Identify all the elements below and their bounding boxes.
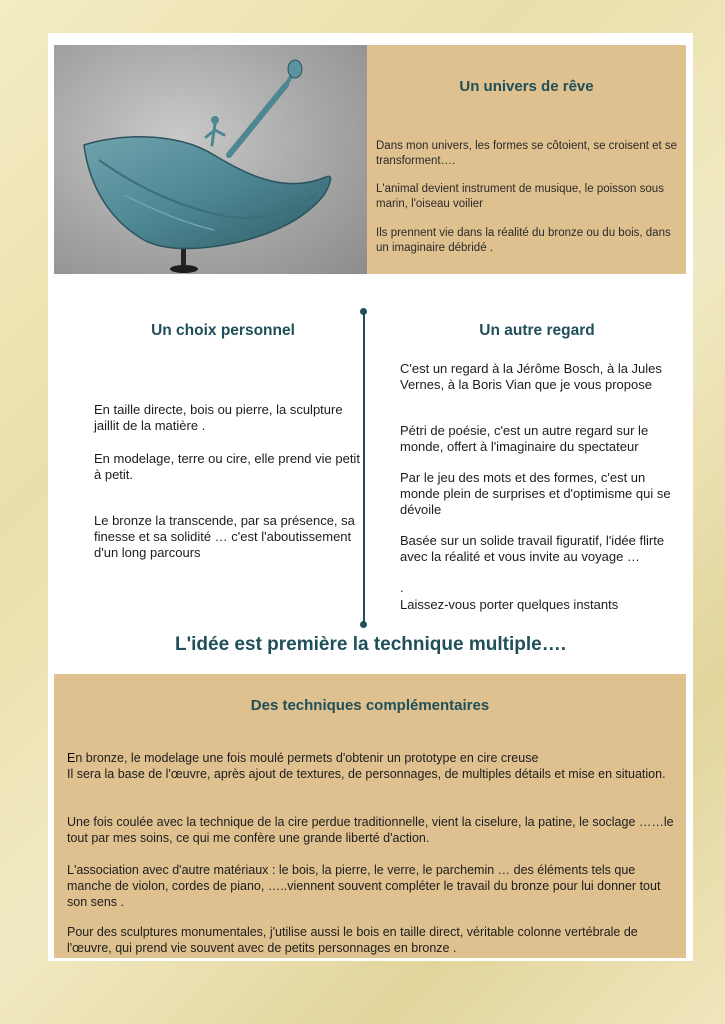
dream-universe-paragraph-2: L'animal devient instrument de musique, le poisson sous marin, l'oiseau voilier bbox=[376, 183, 664, 210]
dream-universe-paragraph-1: Dans mon univers, les formes se côtoient, se croisent et se transforment…. bbox=[376, 140, 678, 167]
personal-choice-paragraph-3: Le bronze la transcende, par sa présence, sa finesse et sa solidité … c'est l'aboutissement d'un long parcours bbox=[94, 513, 355, 560]
dream-universe-paragraph-3: Ils prennent vie dans la réalité du bronze ou du bois, dans un imaginaire débridé . bbox=[376, 227, 671, 254]
another-view-paragraph-2: Pétri de poésie, c'est un autre regard sur le monde, offert à l'imaginaire du spectateur bbox=[400, 423, 649, 454]
personal-choice-title: Un choix personnel bbox=[151, 322, 295, 339]
sculpture-photo bbox=[54, 45, 367, 274]
techniques-paragraph-1-text: n bronze, le modelage une fois moulé permets d'obtenir un prototype en cire creuse bbox=[75, 751, 539, 765]
another-view-paragraph-1: C'est un regard à la Jérôme Bosch, à la Jules Vernes, à la Boris Vian que je vous propose bbox=[400, 361, 662, 392]
main-headline: L'idée est première la technique multiple…. bbox=[175, 634, 566, 655]
techniques-box bbox=[54, 674, 686, 958]
another-view-dot-line: . bbox=[400, 580, 404, 595]
another-view-paragraph-5: Laissez-vous porter quelques instants bbox=[400, 597, 619, 612]
personal-choice-paragraph-1: En taille directe, bois ou pierre, la sculpture jaillit de la matière . bbox=[94, 402, 343, 433]
another-view-title: Un autre regard bbox=[479, 322, 595, 339]
techniques-paragraph-1b: Il sera la base de l'œuvre, après ajout de textures, de personnages, de multiples détails et mise en situation. bbox=[67, 767, 666, 781]
techniques-paragraph-2: Une fois coulée avec la technique de la cire perdue traditionnelle, vient la ciselure, la patine, le soclage ……le tout par mes soins, ce qui me confère une grande liberté d'action. bbox=[67, 815, 674, 845]
personal-choice-paragraph-2: En modelage, terre ou cire, elle prend vie petit à petit. bbox=[94, 451, 360, 482]
techniques-paragraph-4: Pour des sculptures monumentales, j'utilise aussi le bois en taille direct, véritable colonne vertébrale de l'œuvre, qui prend vie souvent avec de petits personnages en bronze . bbox=[67, 925, 638, 955]
bronze-sculpture-illustration bbox=[54, 45, 367, 274]
another-view-paragraph-3: Par le jeu des mots et des formes, c'est un monde plein de surprises et d'optimisme qui se dévoile bbox=[400, 470, 671, 517]
column-divider bbox=[363, 312, 365, 624]
another-view-paragraph-4: Basée sur un solide travail figuratif, l'idée flirte avec la réalité et vous invite au voyage … bbox=[400, 533, 665, 564]
dream-universe-title: Un univers de rêve bbox=[459, 78, 594, 95]
techniques-title: Des techniques complémentaires bbox=[250, 697, 490, 714]
techniques-drop-letter: E bbox=[67, 751, 76, 765]
techniques-paragraph-3: L'association avec d'autre matériaux : le bois, la pierre, le verre, le parchemin … des éléments tels que manche de violon, cordes de piano, …..viennent souvent compléter le travail du bronze pour lui donner tout son sens . bbox=[67, 863, 661, 909]
divider-bottom-dot bbox=[360, 621, 367, 628]
dream-universe-box bbox=[367, 45, 686, 274]
brochure-page bbox=[48, 33, 693, 961]
techniques-paragraph-1 bbox=[67, 750, 677, 766]
